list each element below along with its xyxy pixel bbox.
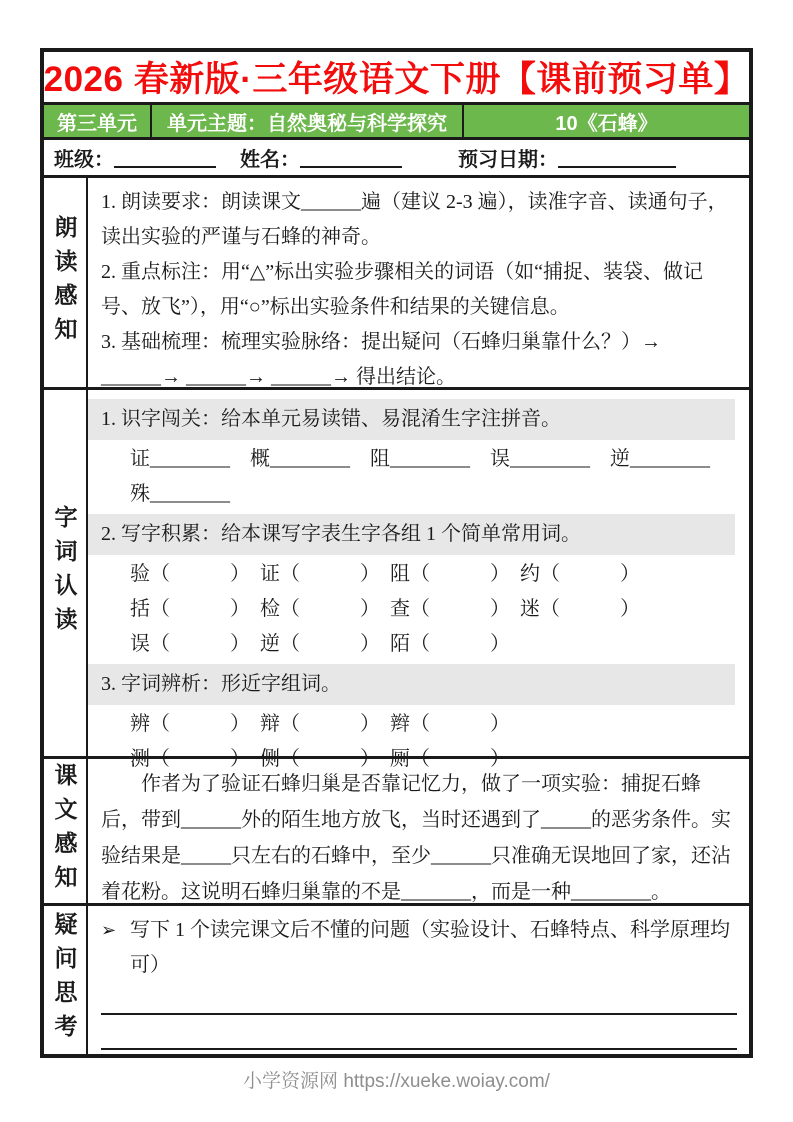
compare-line-2: 测（ ） 侧（ ） 厕（ ） xyxy=(130,748,510,770)
word-build-line-3: 误（ ） 逆（ ） 陌（ ） xyxy=(130,633,510,655)
section-text-comprehension xyxy=(44,759,749,906)
words-task-1-header: 1. 识字闯关：给本单元易读错、易混淆生字注拼音。 xyxy=(88,399,735,440)
section-questions-label-cell xyxy=(44,906,88,1054)
section-reading-label-cell xyxy=(44,178,88,387)
pinyin-line-2: 殊________ xyxy=(130,483,230,505)
section-questions xyxy=(44,906,749,1054)
words-task-3-header: 3. 字词辨析：形近字组词。 xyxy=(88,664,735,705)
worksheet-page xyxy=(40,48,753,1058)
class-label: 班级： xyxy=(54,149,114,172)
text-summary-paragraph: 作者为了验证石蜂归巢是否靠记忆力，做了一项实验：捕捉石蜂后，带到______外的陌生地方放飞，当时还遇到了_____的恶劣条件。实验结果是_____只左右的石蜂中，至少______只准确无误地回了家，还沾着花粉。这说明石蜂归巢靠的不是_______，而是一种________。 xyxy=(101,773,731,903)
date-label: 预习日期： xyxy=(458,149,558,172)
compare-line-1: 辨（ ） 辩（ ） 辫（ ） xyxy=(130,713,510,735)
date-blank xyxy=(558,148,676,168)
name-label: 姓名： xyxy=(240,149,300,172)
lesson-title: 10《石蜂》 xyxy=(555,112,658,135)
section-text-label: 课文感知 xyxy=(51,763,78,899)
section-words-content xyxy=(88,390,749,770)
answer-line-1 xyxy=(101,1013,737,1015)
answer-line-2 xyxy=(101,1048,737,1050)
info-row xyxy=(44,140,749,178)
class-blank xyxy=(114,148,216,168)
question-prompt: 写下 1 个读完课文后不懂的问题（实验设计、石蜂特点、科学原理均可） xyxy=(130,919,730,976)
section-reading-label: 朗读感知 xyxy=(51,214,78,351)
words-task-2-header: 2. 写字积累：给本课写字表生字各组 1 个简单常用词。 xyxy=(88,514,735,555)
word-build-line-2: 括（ ） 检（ ） 查（ ） 迷（ ） xyxy=(130,598,640,620)
section-words xyxy=(44,390,749,770)
section-questions-label: 疑问思考 xyxy=(51,912,78,1048)
word-build-line-1: 验（ ） 证（ ） 阻（ ） 约（ ） xyxy=(130,563,640,585)
question-prompt-line xyxy=(88,913,741,983)
section-words-label-cell xyxy=(44,390,88,756)
section-questions-content xyxy=(88,906,749,1054)
name-blank xyxy=(300,148,402,168)
page-title: 2026 春新版·三年级语文下册【课前预习单】 xyxy=(43,60,750,99)
section-words-label: 字词认读 xyxy=(51,505,78,641)
unit-bar xyxy=(44,105,749,140)
arrow-bullet-icon: ➢ xyxy=(101,920,117,940)
unit-number: 第三单元 xyxy=(44,105,152,137)
section-text-content xyxy=(88,759,749,903)
section-reading xyxy=(44,178,749,390)
unit-theme: 单元主题：自然奥秘与科学探究 xyxy=(152,105,464,137)
reading-item-3: 3. 基础梳理：梳理实验脉络：提出疑问（石蜂归巢靠什么？）→ ______→ ______→ ______→ 得出结论。 xyxy=(101,331,661,388)
footer-source: 小学资源网 https://xueke.woiay.com/ xyxy=(243,1071,550,1092)
title-row xyxy=(44,52,749,105)
reading-item-2: 2. 重点标注：用“△”标出实验步骤相关的词语（如“捕捉、装袋、做记号、放飞”），用“○”标出实验条件和结果的关键信息。 xyxy=(101,261,704,318)
pinyin-line-1: 证________ 概________ 阻________ 误________ 逆________ xyxy=(130,448,710,470)
section-reading-content xyxy=(88,178,749,387)
reading-item-1: 1. 朗读要求：朗读课文______遍（建议 2-3 遍），读准字音、读通句子，读出实验的严谨与石蜂的神奇。 xyxy=(101,191,728,248)
section-text-label-cell xyxy=(44,759,88,903)
